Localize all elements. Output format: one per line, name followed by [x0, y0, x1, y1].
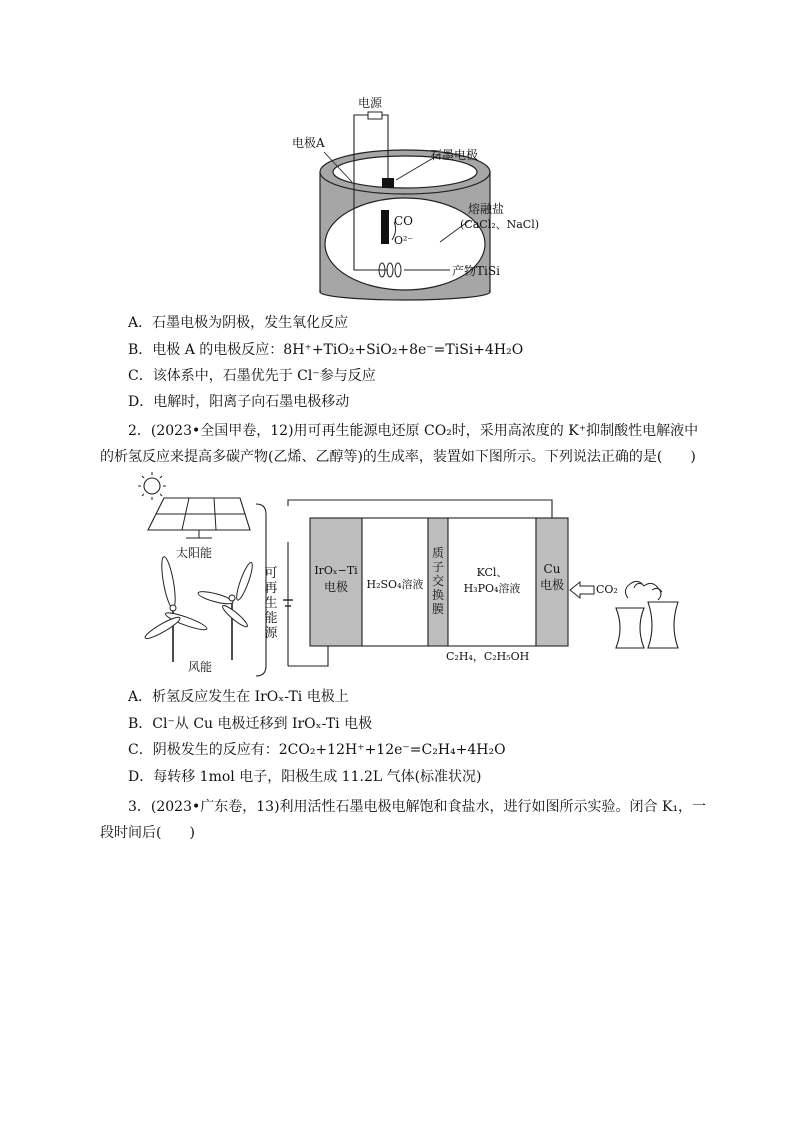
solar-label: 太阳能 — [176, 546, 213, 560]
kcl-line1: KCl、 — [476, 566, 508, 579]
o2-ion-label: O²⁻ — [394, 234, 414, 247]
graphite-electrode-label: 石墨电极 — [430, 148, 479, 162]
q2-option-b: B．Cl⁻从 Cu 电极迁移到 IrOₓ-Ti 电极 — [128, 716, 373, 732]
power-label: 电源 — [358, 96, 383, 110]
power-source-icon — [368, 112, 382, 119]
cu-line1: Cu — [543, 562, 561, 576]
cu-line2: 电极 — [539, 578, 564, 592]
q1-option-b: B．电极 A 的电极反应：8H⁺+TiO₂+SiO₂+8e⁻=TiSi+4H₂O — [128, 342, 524, 358]
electrode-a-label: 电极A — [292, 136, 325, 150]
kcl-line2: H₃PO₄溶液 — [463, 582, 521, 595]
graphite-electrode-rod — [381, 210, 389, 244]
q2-option-c: C．阴极发生的反应有：2CO₂+12H⁺+12e⁻=C₂H₄+4H₂O — [128, 742, 506, 758]
q2-option-a: A．析氢反应发生在 IrOₓ-Ti 电极上 — [128, 689, 349, 705]
q3-stem: 3．(2023•广东卷，13)利用活性石墨电极电解饱和食盐水，进行如图所示实验。闭合 K₁，一段时间后( ) — [100, 799, 707, 841]
co2-label: CO₂ — [596, 583, 618, 596]
products-label: C₂H₄，C₂H₅OH — [446, 650, 530, 663]
renewable-energy-label: 可再生能源 — [264, 566, 278, 641]
sun-icon — [138, 472, 166, 500]
figure2-drawing — [128, 470, 688, 680]
figure-co2-reduction — [128, 470, 688, 680]
graphite-electrode-top — [382, 178, 394, 188]
molten-salt-formula: (CaCl₂、NaCl) — [460, 218, 540, 231]
product-tisi-label: 产物TiSi — [452, 264, 500, 278]
figure-electrolysis-cell — [290, 92, 540, 302]
q2-option-d: D．每转移 1mol 电子，阳极生成 11.2L 气体(标准状况) — [128, 769, 482, 785]
iro-ti-line2: 电极 — [323, 580, 348, 594]
iro-ti-line1: IrOₓ−Ti — [314, 564, 358, 577]
q1-option-d: D．电解时，阳离子向石墨电极移动 — [128, 394, 350, 410]
co2-inflow-arrow — [570, 582, 594, 598]
wind-label: 风能 — [188, 660, 213, 674]
wind-turbine-icon-2 — [197, 561, 255, 660]
wind-turbine-icon-1 — [143, 556, 208, 662]
h2so4-label: H₂SO₄溶液 — [366, 578, 424, 591]
molten-salt-label: 熔融盐 — [468, 202, 505, 216]
factory-icon — [616, 581, 678, 648]
proton-membrane-label: 质子交换膜 — [431, 546, 444, 616]
q2-stem: 2．(2023•全国甲卷，12)用可再生能源电还原 CO₂时，采用高浓度的 K⁺抑制酸性电解液中的析氢反应来提高多碳产物(乙烯、乙醇等)的生成率，装置如下图所示。下列说法正确的是( ) — [100, 423, 699, 465]
co-label: CO — [394, 214, 414, 228]
q1-option-a: A．石墨电极为阴极，发生氧化反应 — [128, 315, 349, 331]
q1-option-c: C．该体系中，石墨优先于 Cl⁻参与反应 — [128, 368, 376, 384]
solar-panel-icon — [148, 498, 250, 538]
